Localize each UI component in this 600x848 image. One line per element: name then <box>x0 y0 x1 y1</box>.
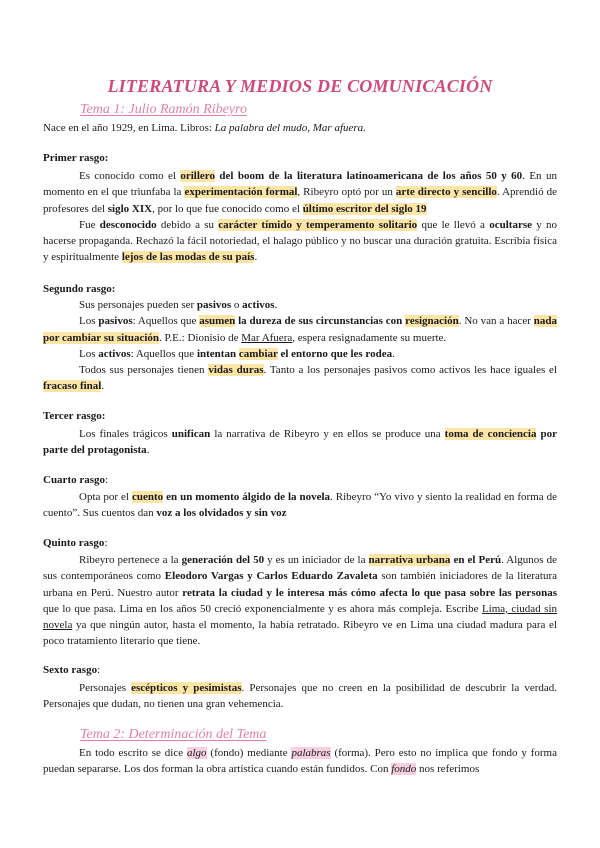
text-run: Los finales trágicos <box>79 428 172 440</box>
text-run: : Aquellos que <box>130 347 197 360</box>
highlighted-text: orillero <box>180 170 215 182</box>
text-run: . En un momento en el que triunfaba la <box>43 170 557 199</box>
text-run: Los <box>79 347 99 360</box>
highlighted-text: fracaso final <box>43 380 102 393</box>
text-run: Personajes <box>79 682 132 694</box>
text-run: : Aquellos que <box>132 315 200 328</box>
bold-text: intentan <box>196 347 237 360</box>
text-run: que le llevó a <box>417 218 490 231</box>
highlighted-text: asumen <box>199 315 236 328</box>
document-title: LITERATURA Y MEDIOS DE COMUNICACIÓN <box>107 76 493 96</box>
text-run: Ribeyro pertenece a la <box>79 554 182 566</box>
heading-text: Sexto rasgo <box>43 664 98 676</box>
section-heading-quinto-rasgo <box>43 537 108 549</box>
paragraph <box>43 217 557 266</box>
paragraph <box>43 745 557 778</box>
bold-text: Eleodoro Vargas y Carlos Eduardo Zavaleta <box>164 570 378 583</box>
paragraph <box>43 489 557 522</box>
highlighted-text: último escritor del siglo 19 <box>302 202 427 215</box>
heading-text: : <box>104 537 108 549</box>
bold-text: ocultarse <box>489 218 532 231</box>
highlighted-text: experimentación formal <box>184 186 298 199</box>
quinto-rasgo-body <box>43 552 557 650</box>
text-run: Opta por el <box>79 491 132 503</box>
bold-text: retrata la ciudad y le interesa más cómo afecta lo que pasa sobre las personas <box>182 586 557 599</box>
bold-text: por parte del protagonista <box>43 428 557 457</box>
text-run: (fondo) mediante <box>206 747 292 759</box>
pink-highlighted-text: fondo <box>391 763 417 776</box>
text-run: que lo que pasa. Lima en los años 50 creció exponencialmente y es ahora más compleja. Escribe <box>43 602 482 615</box>
text-run: la narrativa de Ribeyro y en ellos se produce una <box>210 428 445 440</box>
text-run: . <box>146 444 150 457</box>
highlighted-text: narrativa urbana <box>368 554 451 566</box>
pink-highlighted-text: palabras <box>291 747 331 759</box>
bold-text: pasivos <box>98 315 133 328</box>
text-run: . Tanto a los personajes pasivos como activos les hace iguales el <box>263 364 557 377</box>
paragraph <box>43 552 557 650</box>
bold-text: la dureza de sus circunstancias con <box>235 315 406 328</box>
bold-text: el entorno que les rodea <box>277 347 393 360</box>
text-run: . <box>274 299 278 311</box>
highlighted-text: vidas duras <box>208 364 264 377</box>
section-heading-segundo-rasgo: Segundo rasgo: <box>43 283 116 295</box>
text-run: debido a su <box>156 218 219 231</box>
paragraph <box>43 168 557 217</box>
bold-text: siglo XIX <box>107 202 153 215</box>
bold-text: en el Perú <box>450 554 502 566</box>
segundo-rasgo-body <box>43 297 557 395</box>
paragraph <box>43 362 557 395</box>
text-run: ya que ningún autor, hasta el momento, la había retratado. Ribeyro ve en Lima una ciudad madura para el poco tratamiento literario que tiene. <box>43 619 557 648</box>
section-heading-sexto-rasgo <box>43 664 100 676</box>
book-titles: La palabra del mudo, Mar afuera. <box>214 122 366 134</box>
section-heading-tercer-rasgo: Tercer rasgo: <box>43 410 106 422</box>
underlined-title: Lima, ciudad sin novela <box>43 602 557 632</box>
text-run: . No van a hacer <box>458 315 534 328</box>
tercer-rasgo-body <box>43 426 557 459</box>
text-run: son también iniciadores de la literatura urbana en Perú. Nuestro autor <box>43 570 557 599</box>
text-run: (forma). Pero esto no implica que fondo y forma puedan separarse. Los dos forman la obra artística cuando están fundidos. Con <box>43 747 557 776</box>
text-run: Los <box>79 315 99 328</box>
heading-text: : <box>105 474 109 486</box>
text-run: . P.E.: Dionisio de <box>159 331 242 344</box>
text-run: En todo escrito se dice <box>79 747 187 759</box>
paragraph <box>43 297 557 313</box>
bold-text: voz a los olvidados y sin voz <box>156 507 287 520</box>
text-run: , por lo que fue conocido como el <box>152 202 303 215</box>
cuarto-rasgo-body <box>43 489 557 522</box>
highlighted-text: lejos de las modas de su país <box>121 251 255 264</box>
bold-text: del boom de la literatura latinoamericana de los años 50 y 60 <box>214 170 523 182</box>
section-heading-primer-rasgo: Primer rasgo: <box>43 152 109 164</box>
text-run: . Aprendió de profesores del <box>43 186 558 215</box>
highlighted-text: nada por cambiar su situación <box>43 315 557 344</box>
text-run: . Algunos de sus contemporáneos como <box>43 554 557 583</box>
underlined-title: Mar Afuera <box>241 331 293 344</box>
bold-text: activos <box>242 299 275 311</box>
text-run: o <box>231 299 243 311</box>
text-run: , espera resignadamente su muerte. <box>292 331 447 344</box>
text-run: Todos sus personajes tienen <box>79 364 209 377</box>
highlighted-text: escépticos y pesimistas <box>131 682 242 694</box>
heading-text: Cuarto rasgo <box>43 474 106 486</box>
text-run: Nace en el año 1929, en Lima. Libros: <box>43 122 215 134</box>
text-run: Fue <box>79 218 100 231</box>
tema-2-body <box>43 745 557 778</box>
section-heading-cuarto-rasgo <box>43 474 108 486</box>
text-run: nos referimos <box>416 763 480 776</box>
highlighted-text: cambiar <box>238 347 278 360</box>
highlighted-text: cuento <box>131 491 164 503</box>
paragraph <box>43 426 557 459</box>
sexto-rasgo-body <box>43 680 557 713</box>
text-run: y es un iniciador de la <box>264 554 369 566</box>
topic-2-heading: Tema 2: Determinación del Tema <box>80 727 267 742</box>
highlighted-text: carácter tímido y temperamento solitario <box>218 218 418 231</box>
text-run: . <box>101 380 105 393</box>
highlighted-text: arte directo y sencillo <box>395 186 497 199</box>
heading-text: : <box>97 664 101 676</box>
text-run: . Ribeyro “Yo vivo y siento la realidad en forma de cuento”. Sus cuentos dan <box>43 491 557 520</box>
highlighted-text: toma de conciencia <box>444 428 537 440</box>
paragraph <box>43 680 557 713</box>
paragraph <box>43 313 557 346</box>
primer-rasgo-body <box>43 168 557 266</box>
text-run: , Ribeyro optó por un <box>297 186 396 199</box>
bold-text: generación del 50 <box>181 554 265 566</box>
bold-text: desconocido <box>99 218 157 231</box>
text-run: Es conocido como el <box>79 170 181 182</box>
text-run: . <box>392 347 395 360</box>
topic-1-heading: Tema 1: Julio Ramón Ribeyro <box>80 102 247 117</box>
text-run: y no hacerse propaganda. Rechazó la fácil notoriedad, el halago público y no buscar una duración gratuita. Escribía física y espiritualmente <box>43 218 558 264</box>
heading-text: Quinto rasgo <box>43 537 105 549</box>
paragraph <box>43 346 557 362</box>
text-run: . <box>254 251 258 264</box>
bold-text: unifican <box>171 428 211 440</box>
bold-text: en un momento álgido de la novela <box>163 491 331 503</box>
highlighted-text: resignación <box>405 315 459 328</box>
pink-highlighted-text: algo <box>186 747 207 759</box>
text-run: Sus personajes pueden ser <box>79 299 197 311</box>
bold-text: pasivos <box>196 299 232 311</box>
bold-text: activos <box>98 347 131 360</box>
text-run: . Personajes que no creen en la posibilidad de descubrir la verdad. Personajes que dudan, no tienen una gran vehemencia. <box>43 682 557 711</box>
intro-paragraph <box>43 120 557 136</box>
